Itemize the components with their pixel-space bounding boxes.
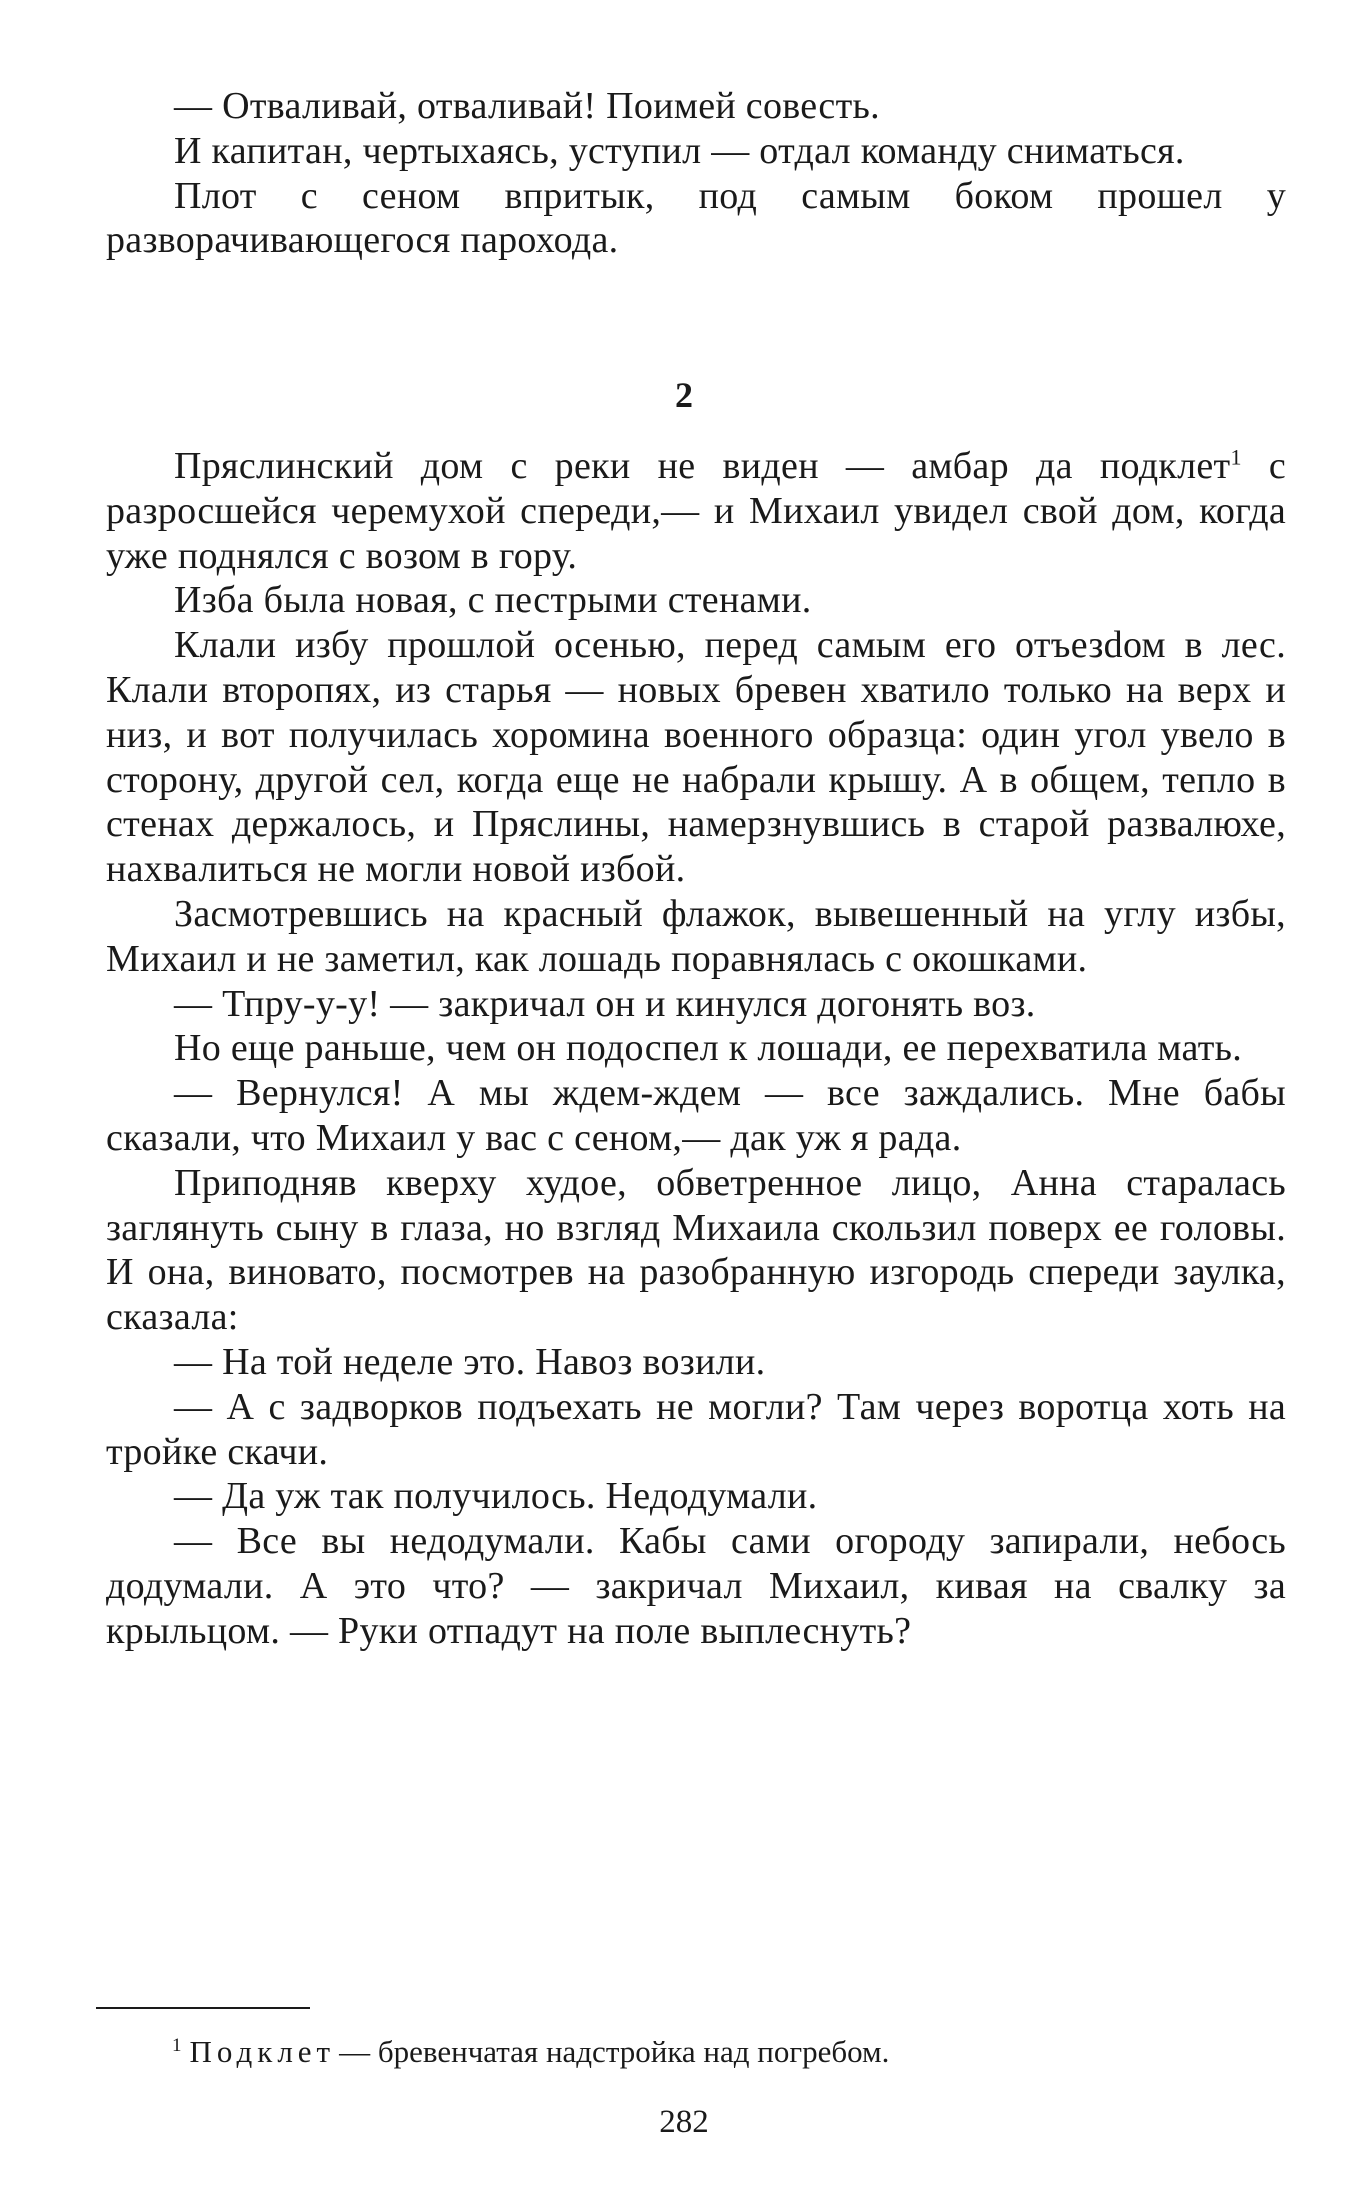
footnote-definition: — бревенчатая надстройка над погребом. — [339, 2034, 890, 2069]
paragraph: — Тпру-у-у! — закричал он и кинулся догонять воз. — [174, 982, 1036, 1025]
paragraph: Приподняв кверху худое, обветренное лицо, Анна старалась заглянуть сыну в глаза, но взгляд Михаила скользил поверх ее головы. И она, виновато, посмотрев на разобранную изгородь спереди заулка, сказала: — [106, 1161, 1286, 1339]
footnote-mark: 1 — [172, 2034, 182, 2056]
paragraph: — Вернулся! А мы ждем-ждем — все заждались. Мне бабы сказали, что Михаил у вас с сеном,— дак уж я рада. — [106, 1072, 1286, 1159]
paragraph: Засмотревшись на красный флажок, вывешенный на углу избы, Михаил и не заметил, как лошадь поравнялась с окошками. — [106, 892, 1286, 980]
footnote — [172, 2032, 1272, 2072]
paragraph: Клали избу прошлой осенью, перед самым его отъезdом в лес. Клали второпях, из старья — новых бревен хватило только на верх и низ, и вот получилась хоромина военного образца: один угол увело в сторону, другой сел, когда еще не набрали крышу. А в общем, тепло в стенах держалось, и Пряслины, намерзнувшись в старой развалюхе, нахвалиться не могли новой избой. — [106, 624, 1286, 891]
footnote-divider — [96, 2007, 310, 2009]
page-number: 282 — [659, 2104, 709, 2140]
paragraph: — А с задворков подъехать не могли? Там через воротца хоть на тройке скачи. — [106, 1385, 1286, 1473]
paragraph-with-footnote — [106, 444, 1286, 578]
paragraph: — На той неделе это. Навоз возили. — [174, 1340, 766, 1383]
main-text-block — [106, 444, 1286, 1654]
footnote-term: Подклет — [189, 2034, 336, 2069]
paragraph: — Отваливай, отваливай! Поимей совесть. — [174, 85, 880, 127]
paragraph: — Все вы недодумали. Кабы сами огороду запирали, небось додумали. А это что? — закричал Михаил, кивая на свалку за крыльцом. — Руки отпадут на поле выплеснуть? — [106, 1520, 1286, 1652]
paragraph: — Да уж так получилось. Недодумали. — [174, 1475, 818, 1518]
top-text-block — [106, 84, 1286, 263]
paragraph: И капитан, чертыхаясь, уступил — отдал команду сниматься. — [174, 129, 1185, 172]
chapter-number: 2 — [675, 375, 693, 415]
paragraph: Плот с сеном впритык, под самым боком прошел у разворачивающегося парохода. — [106, 174, 1286, 262]
paragraph-text: с разросшейся черемухой спереди,— и Михаил увидел свой дом, когда уже поднялся с возом в гору. — [106, 445, 1286, 577]
paragraph: Но еще раньше, чем он подоспел к лошади, ее перехватила мать. — [174, 1027, 1243, 1070]
paragraph: Изба была новая, с пестрыми стенами. — [174, 579, 812, 622]
footnote-reference: 1 — [1230, 444, 1242, 470]
paragraph-text: Пряслинский дом с реки не виден — амбар да подклет — [174, 445, 1231, 487]
